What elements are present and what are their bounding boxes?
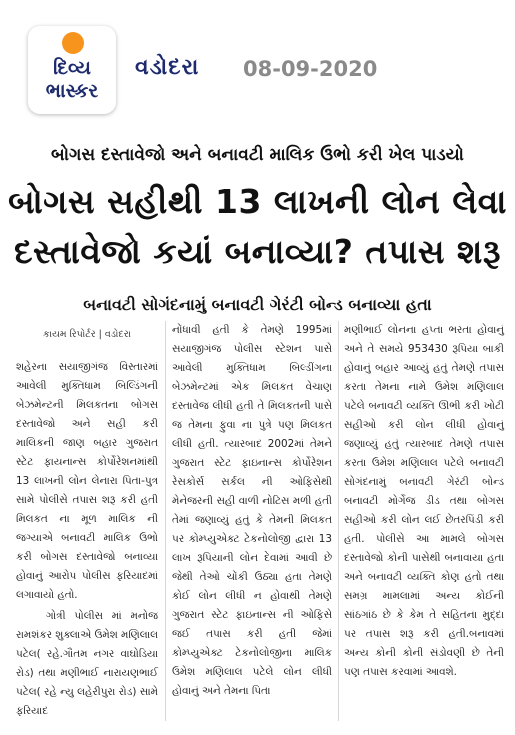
- body-paragraph: નોંધાવી હતી કે તેમણે 1995માં સયાજીગંજ પોલીસ સ્ટેશન પાસે આવેલી મુક્તિધામ બિલ્ડીંગના બેઝમેન્ટમાં એક મિલકત વેચાણ દસ્તાવેજ લીધી હતી તે મિલકતની પાસે જ તેમના ફુવા ના પુત્રે પણ મિલકત લીધી હતી. ત્યારબાદ 2002માં તેમને ગુજરાત સ્ટેટ ફાઇનાન્સ કોર્પોરેશન રેસકોર્સ સર્કલ ની ઓફિસેથી મેનેજરની સહી વાળી નોટિસ મળી હતી તેમાં જણાવ્યું હતું કે તેમની મિલકત પર કોમ્પ્યુએક્ટ ટેકનોલોજી દ્વારા 13 લાખ રૂપિયાની લોન દેવામાં આવી છે જેથી તેઓ ચોંકી ઉઠ્યા હતા તેમણે કોઈ લોન લીધી ન હોવાથી તેમણે ગુજરાત સ્ટેટ ફાઇનાન્સ ની ઓફિસે જઈ તપાસ કરી હતી જેમાં કોમ્પ્યુએક્ટ ટેકનોલોજીના માલિક ઉમેશ મણિલાલ પટેલે લોન લીધી હોવાનું અને તેમના પિતા: [172, 324, 332, 697]
- article-subhead: બનાવટી સોગંદનામું બનાવટી ગેરંટી બોન્ડ બનાવ્યા હતા: [83, 295, 432, 314]
- logo-text-line1: દિવ્ય: [53, 57, 91, 79]
- news-clipping: [0, 125, 515, 735]
- column-divider: [338, 321, 339, 721]
- edition-city: વડોદરા: [135, 55, 200, 80]
- article-column-1: [16, 325, 158, 723]
- headline-line-2: દસ્તાવેજો કયાં બનાવ્યા? તપાસ શરૂ: [14, 232, 501, 271]
- body-paragraph: મણીભાઈ લોનના હપ્તા ભરતા હોવાનું અને તે સમયે 953430 રૂપિયા બાકી હોવાનું બહાર આવ્યું હતું તેમણે તપાસ કરતા તેમના નામે ઉમેશ મણિલાલ પટેલે બનાવટી વ્યક્તિ ઊભી કરી ખોટી સહીઓ કરી લોન લીધી હોવાનું જણાવ્યું હતું ત્યારબાદ તેમણે તપાસ કરતા ઉમેશ મણિલાલ પટેલે બનાવટી સોગંદનામું બનાવટી ગેરંટી બોન્ડ બનાવટી મોર્ગેજ ડીડ તથા બોગસ સહીઓ કરી લોન લઈ છેતરપિંડી કરી હતી. પોલીસે આ મામલે બોગસ દસ્તાવેજો કોની પાસેથી બનાવાયા હતા અને બનાવટી વ્યક્તિ કોણ હતો તથા સમગ્ર મામલામાં અન્ય કોઈની સાંઠગાંઠ છે કે કેમ તે સહિતના મુદ્દા પર તપાસ શરૂ કરી હતી.બનાવમાં અન્ય કોની કોની સંડોવણી છે તેની પણ તપાસ કરવામાં આવશે.: [344, 324, 504, 678]
- headline-line-1: બોગસ સહીથી 13 લાખની લોન લેવા: [8, 182, 507, 221]
- article-byline: કાયમ રિપોર્ટર | વડોદરા: [43, 329, 131, 340]
- edition-date: 08-09-2020: [243, 57, 378, 81]
- article-column-3: [344, 321, 504, 684]
- article-column-2: [172, 321, 332, 703]
- divya-bhaskar-logo[interactable]: [28, 26, 116, 114]
- column-divider: [165, 321, 166, 721]
- article-kicker: બોગસ દસ્તાવેજો અને બનાવટી માલિક ઉભો કરી ખેલ પાડયો: [51, 145, 464, 165]
- body-paragraph: ગોત્રી પોલીસ માં મનોજ રામશંકર શુક્લાએ ઉમેશ મણિલાલ પટેલ( રહે.ગૌતમ નગર વાઘોડિયા રોડ) તથા મણીભાઈ નારાયણભાઈ પટેલ( રહે ન્યુ લહેરીપુરા રોડ) સામે ફરિયાદ: [16, 610, 159, 717]
- body-paragraph: શહેરના સયાજીગંજ વિસ્તારમાં આવેલી મુક્તિધામ બિલ્ડિંગની બેઝમેન્ટની મિલકતના બોગસ દસ્તાવેજો અને સહી કરી માલિકની જાણ બહાર ગુજરાત સ્ટેટ ફાયનાન્સ કોર્પોરેશનમાંથી 13 લાખની લોન લેનારા પિતા-પુત્ર સામે પોલીસે તપાસ શરૂ કરી હતી મિલકત ના મૂળ માલિક ની જગ્યાએ બનાવટી માલિક ઉભો કરી બોગસ દસ્તાવેજો બનાવ્યા હોવાનું આરોપ પોલીસ ફરિયાદમાં લગાવાયો હતો.: [16, 361, 158, 601]
- page-header: [0, 0, 515, 125]
- sun-logo-icon: [62, 32, 84, 54]
- logo-text-line2: ભાસ્કર: [45, 80, 99, 102]
